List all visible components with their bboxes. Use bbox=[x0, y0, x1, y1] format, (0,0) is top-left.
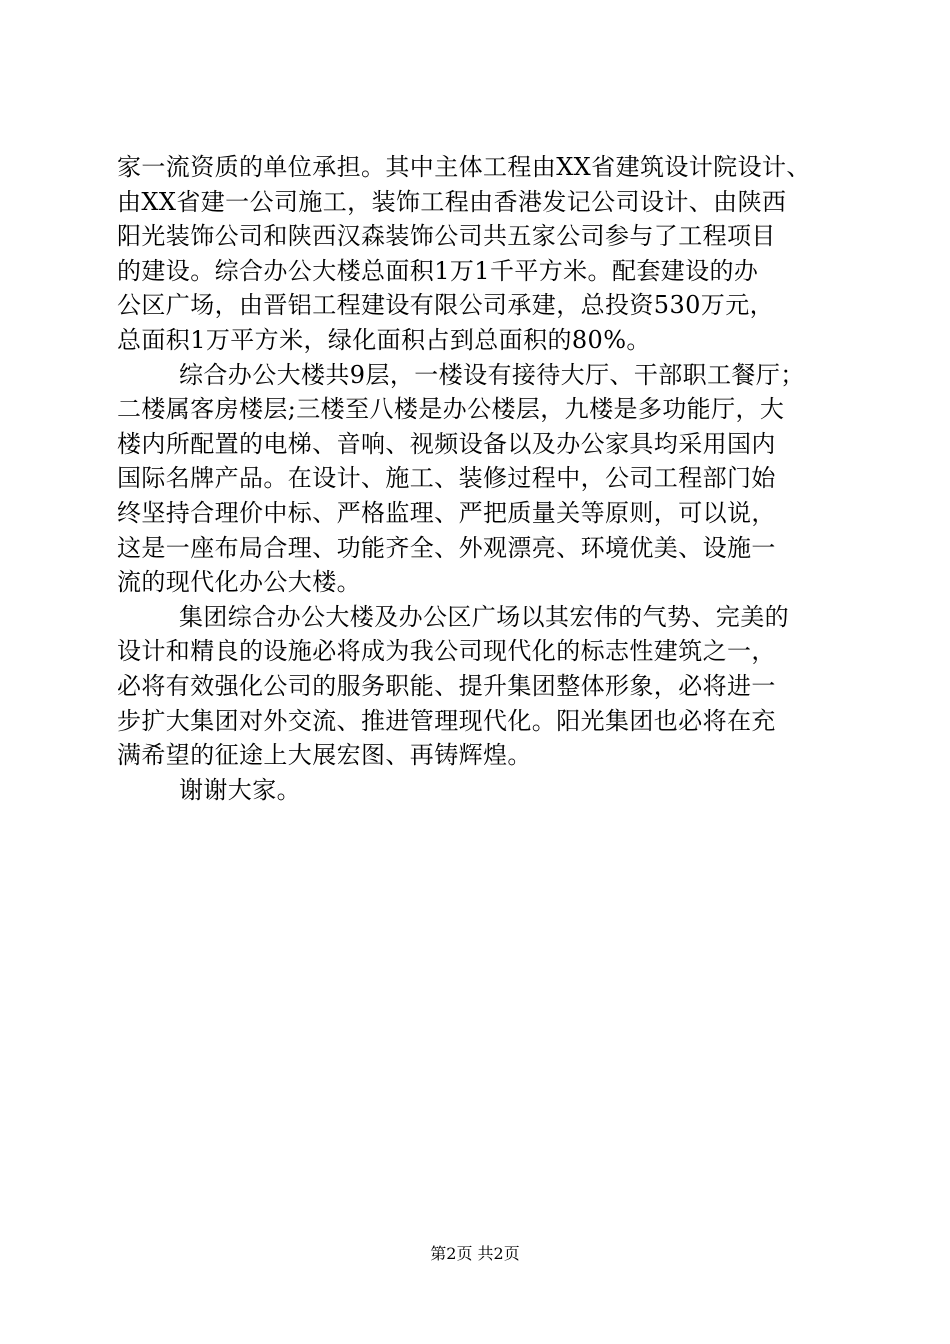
text-line: 集团综合办公大楼及办公区广场以其宏伟的气势、完美的 bbox=[179, 602, 789, 631]
text-line: 的建设。综合办公大楼总面积1万1千平方米。配套建设的办 bbox=[117, 256, 759, 285]
page-footer bbox=[0, 1242, 950, 1266]
closing-line: 谢谢大家。 bbox=[179, 775, 301, 804]
paragraph-4 bbox=[117, 773, 837, 808]
text-line: 终坚持合理价中标、严格监理、严把质量关等原则，可以说， bbox=[117, 498, 776, 527]
text-line: 公区广场，由晋铝工程建设有限公司承建，总投资530万元， bbox=[117, 291, 775, 320]
page-number-label: 第2页 共2页 bbox=[430, 1244, 520, 1263]
text-line: 阳光装饰公司和陕西汉森装饰公司共五家公司参与了工程项目 bbox=[117, 222, 776, 251]
text-line: 设计和精良的设施必将成为我公司现代化的标志性建筑之一， bbox=[117, 637, 776, 666]
paragraph-2 bbox=[117, 358, 837, 600]
text-line: 二楼属客房楼层;三楼至八楼是办公楼层，九楼是多功能厅，大 bbox=[117, 395, 785, 424]
text-line: 由XX省建一公司施工，装饰工程由香港发记公司设计、由陕西 bbox=[117, 187, 787, 216]
text-line: 楼内所配置的电梯、音响、视频设备以及办公家具均采用国内 bbox=[117, 429, 776, 458]
text-line: 总面积1万平方米，绿化面积占到总面积的80%。 bbox=[117, 325, 651, 354]
paragraph-3 bbox=[117, 600, 837, 773]
text-line: 满希望的征途上大展宏图、再铸辉煌。 bbox=[117, 741, 532, 770]
text-line: 这是一座布局合理、功能齐全、外观漂亮、环境优美、设施一 bbox=[117, 533, 776, 562]
text-line: 必将有效强化公司的服务职能、提升集团整体形象，必将进一 bbox=[117, 671, 776, 700]
text-line: 家一流资质的单位承担。其中主体工程由XX省建筑设计院设计、 bbox=[117, 153, 811, 181]
text-line: 流的现代化办公大楼。 bbox=[117, 568, 361, 597]
document-body bbox=[117, 150, 837, 807]
text-line: 国际名牌产品。在设计、施工、装修过程中，公司工程部门始 bbox=[117, 464, 776, 493]
text-line: 步扩大集团对外交流、推进管理现代化。阳光集团也必将在充 bbox=[117, 706, 776, 735]
text-line: 综合办公大楼共9层，一楼设有接待大厅、干部职工餐厅； bbox=[179, 360, 805, 389]
paragraph-1 bbox=[117, 150, 837, 358]
